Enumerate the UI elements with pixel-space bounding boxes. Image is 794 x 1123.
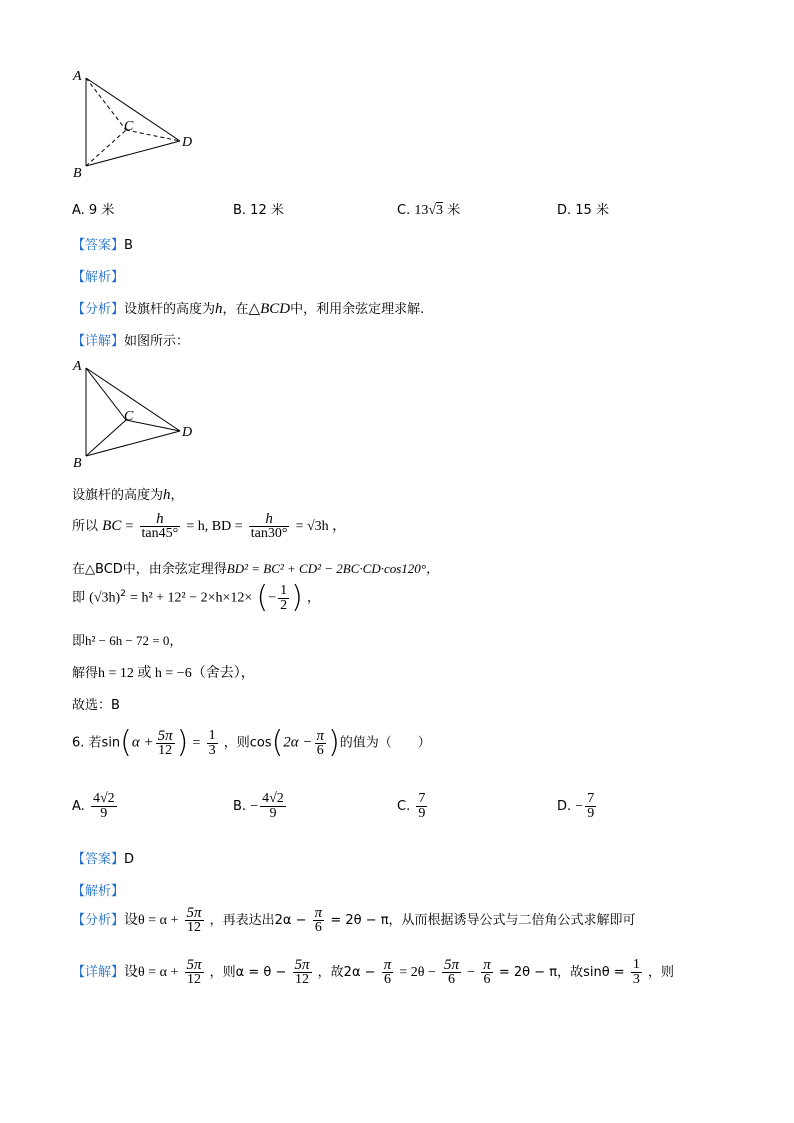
q5-xiangjie: 【详解】如图所示： — [72, 334, 190, 349]
label-a: A — [73, 69, 82, 84]
label-d: D — [182, 425, 193, 440]
q5-line-7: 故选：B — [72, 698, 120, 713]
q5-answer — [72, 234, 133, 253]
answer-value: B — [124, 238, 133, 253]
xiangjie-tag: 【详解】 — [72, 334, 125, 349]
answer-tag: 【答案】 — [72, 238, 125, 253]
q5-line-6: 解得h = 12 或 h = −6（舍去）， — [72, 666, 255, 681]
label-c: C — [124, 119, 134, 134]
q6-xiangjie: 【详解】设θ = α + $\frac{5\pi}{12}$ ，则α = θ − $\frac{5\pi}{12}$ ，故2α − $\frac{\pi}{6}$ = 2θ − $\frac{5\pi}{6}$ − $\frac{\pi}{6}$ = 2θ − π，故sinθ = $\frac{1}{3}$ ，则 — [72, 957, 674, 987]
q5-option-c-unit: 米 — [447, 203, 461, 218]
xiangjie-tag: 【详解】 — [72, 965, 125, 980]
q5-option-c — [397, 199, 460, 219]
q6-option-d: D. − $\frac{7}{9}$ — [557, 791, 595, 821]
q6-analysis-tag: 【解析】 — [72, 884, 125, 899]
q5-analysis-tag: 【解析】 — [72, 270, 125, 285]
q5-line-1: 设旗杆的高度为h， — [72, 487, 184, 503]
q5-line-2: 所以 BC = $\frac{h}{\tan 45^\circ}$ = h, BD = $\frac{h}{\tan 30^\circ}$ = √3h ， — [72, 511, 347, 541]
q5-line-5: 即h² − 6h − 72 = 0， — [72, 633, 183, 648]
q5-line-4: 即 $(√3h)^2 = h^2 + 12^2 - 2\times h\times 12\times$ (− $\frac{1}{2}$ ) ， — [72, 580, 320, 615]
tetrahedron-figure-1 — [66, 66, 206, 181]
answer-value: D — [124, 852, 135, 867]
answer-tag: 【答案】 — [72, 852, 125, 867]
label-b: B — [73, 166, 82, 181]
label-d: D — [182, 135, 193, 150]
q5-option-a: A. 9 米 — [72, 203, 115, 218]
label-c: C — [124, 409, 134, 424]
q5-option-c-label: C. — [397, 203, 411, 218]
q6-option-a: A. $\frac{4√2}{9}$ — [72, 791, 115, 821]
q6-answer — [72, 848, 134, 867]
q5-option-c-radical: √3 — [428, 203, 444, 218]
q5-line-3: 在△BCD中，由余弦定理得BD² = BC² + CD² − 2BC·CD·cos120°， — [72, 561, 439, 577]
q5-option-d: D. 15 米 — [557, 203, 609, 218]
q6-stem: 6. 若sin(α + $\frac{5\pi}{12}$ ) = $\frac{1}{3}$ ，则cos(2α − $\frac{\pi}{6}$ )的值为（ ） — [72, 725, 431, 760]
q6-option-c: C. $\frac{7}{9}$ — [397, 791, 426, 821]
fenxi-tag: 【分析】 — [72, 302, 125, 317]
label-a: A — [73, 359, 82, 374]
q6-fenxi: 【分析】设θ = α + $\frac{5\pi}{12}$ ，再表达出2α − $\frac{\pi}{6}$ = 2θ − π，从而根据诱导公式与二倍角公式求解即可 — [72, 905, 636, 935]
tetrahedron-figure-2 — [66, 356, 206, 471]
q5-fenxi: 【分析】设旗杆的高度为h，在△BCD中，利用余弦定理求解. — [72, 301, 425, 317]
q5-option-b: B. 12 米 — [233, 203, 284, 218]
q6-option-b: B. − $\frac{4√2}{9}$ — [233, 791, 284, 821]
q5-option-c-num: 13 — [414, 203, 429, 218]
label-b: B — [73, 456, 82, 471]
fenxi-tag: 【分析】 — [72, 913, 125, 928]
